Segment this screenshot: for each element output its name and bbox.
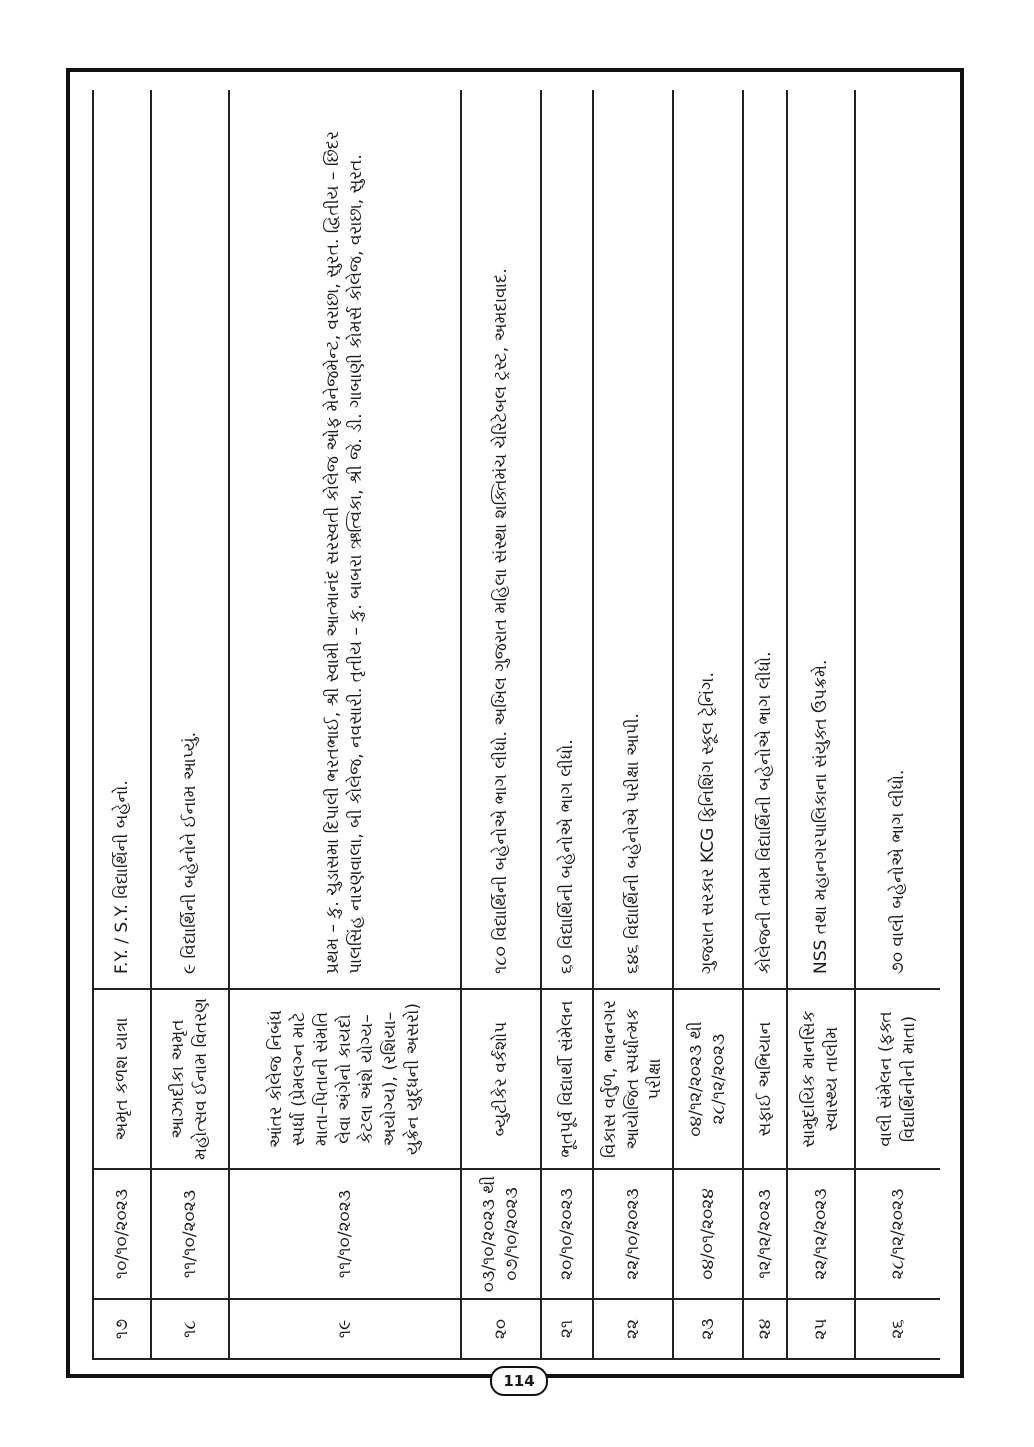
- row-date: ૨૨/૧૨/૨૦૨૩: [787, 1169, 855, 1299]
- row-activity: વાલી સંમેલન (ફક્ત વિદ્યાર્થિનીની માતા): [855, 989, 940, 1169]
- row-number: ૧૮: [151, 1299, 229, 1359]
- row-number: ૨૬: [855, 1299, 940, 1359]
- row-details: ૭૦ વાલી બહેનોએ ભાગ લીધો.: [855, 90, 940, 989]
- row-number: ૨૨: [593, 1299, 673, 1359]
- table-row: [151, 90, 229, 1359]
- row-date: ૨૦/૧૦/૨૦૨૩: [541, 1169, 593, 1299]
- row-details: ૯ વિદ્યાર્થિની બહેનોને ઈનામ આપ્યું.: [151, 90, 229, 989]
- table-row: [93, 90, 151, 1359]
- row-number: ૨૩: [673, 1299, 743, 1359]
- row-details: ૬૪૬ વિદ્યાર્થિની બહેનોએ પરીક્ષા આપી.: [593, 90, 673, 989]
- table-row: [229, 90, 461, 1359]
- table-row: [673, 90, 743, 1359]
- row-activity: બ્યુટીકેર વર્કશોપ: [461, 989, 541, 1169]
- rotated-table-container: [92, 90, 940, 1360]
- row-activity: આઝાદીકા અમૃત મહોત્સવ ઈનામ વિતરણ: [151, 989, 229, 1169]
- table-row: [541, 90, 593, 1359]
- row-date: ૨૮/૧૨/૨૦૨૩: [855, 1169, 940, 1299]
- row-details: કોલેજની તમામ વિદ્યાર્થિની બહેનોએ ભાગ લીધો.: [743, 90, 787, 989]
- table-row: [787, 90, 855, 1359]
- row-date: ૧૨/૧૨/૨૦૨૩: [743, 1169, 787, 1299]
- row-number: ૨૪: [743, 1299, 787, 1359]
- row-number: ૨૫: [787, 1299, 855, 1359]
- row-number: ૧૭: [93, 1299, 151, 1359]
- row-date: ૧૧/૧૦/૨૦૨૩: [229, 1169, 461, 1299]
- row-activity: વિકાસ વર્તુળ, ભાવનગર આયોજિત સ્પર્ધાત્મક પરીક્ષા: [593, 989, 673, 1169]
- row-details: ગુજરાત સરકાર KCG ફિનિશિંગ સ્કૂલ ટ્રેનિંગ.: [673, 90, 743, 989]
- row-details: F.Y. / S.Y. વિદ્યાર્થિની બહેનો.: [93, 90, 151, 989]
- row-activity: આંતર કોલેજ નિબંધ સ્પર્ધા (પ્રેમલગ્ન માટે માતા–પિતાની સંમતિ લેવા અંગેનો કાયદો કેટલા અંશે યોગ્ય– અયોગ્ય), (રશિયા– યુક્રેન યુદ્ધની અસરો): [229, 989, 461, 1169]
- row-date: ૧૦/૧૦/૨૦૨૩: [93, 1169, 151, 1299]
- row-date: ૦૩/૧૦/૨૦૨૩ થી ૦૭/૧૦/૨૦૨૩: [461, 1169, 541, 1299]
- table-row: [743, 90, 787, 1359]
- rotated-table-wrapper: [92, 90, 940, 1360]
- row-activity: સફાઈ અભિયાન: [743, 989, 787, 1169]
- row-activity: ભૂતપૂર્વ વિદ્યાર્થી સંમેલન: [541, 989, 593, 1169]
- table-row: [593, 90, 673, 1359]
- row-activity: ૦૪/૧૨/૨૦૨૩ થી ૨૮/૧૨/૨૦૨૩: [673, 989, 743, 1169]
- row-details: NSS તથા મહાનગરપાલિકાના સંયુક્ત ઉપક્રમે.: [787, 90, 855, 989]
- table-row: [461, 90, 541, 1359]
- row-date: ૨૨/૧૦/૨૦૨૩: [593, 1169, 673, 1299]
- activities-table: [92, 90, 940, 1360]
- row-date: ૧૧/૧૦/૨૦૨૩: [151, 1169, 229, 1299]
- row-details: ૧૮૦ વિદ્યાર્થિની બહેનોએ ભાગ લીધો. અખિલ ગુજરાત મહિલા સંસ્થા શક્તિમંચ ચેરિટેબલ ટ્રસ્ટ, અમદાવાદ.: [461, 90, 541, 989]
- row-details: પ્રથમ – કુ. ચુડાસમા દિપાલી ભરતભાઈ, શ્રી સ્વામી આત્માનંદ સરસ્વતી કોલેજ ઓફ મેનેજમેન્ટ, વરાછા, સુરત. દ્વિતીય – છિંદર પાલસિંહ નારણવાલા, બી કોલેજ, નવસારી. તૃતીય – કુ. બાબરા ઋત્વિકા, શ્રી જે. ડી. ગાબાણી કોમર્સ કોલેજ, વરાછા, સુરત.: [229, 90, 461, 989]
- row-number: ૨૦: [461, 1299, 541, 1359]
- row-number: ૧૯: [229, 1299, 461, 1359]
- page-number: 114: [490, 1366, 548, 1396]
- row-activity: સામુદાયિક માનસિક સ્વાસ્થ્ય તાલીમ: [787, 989, 855, 1169]
- row-activity: અમૃત કળશ યાત્રા: [93, 989, 151, 1169]
- row-number: ૨૧: [541, 1299, 593, 1359]
- table-row: [855, 90, 940, 1359]
- row-date: ૦૪/૦૧/૨૦૨૪: [673, 1169, 743, 1299]
- row-details: ૬૦ વિદ્યાર્થિની બહેનોએ ભાગ લીધો.: [541, 90, 593, 989]
